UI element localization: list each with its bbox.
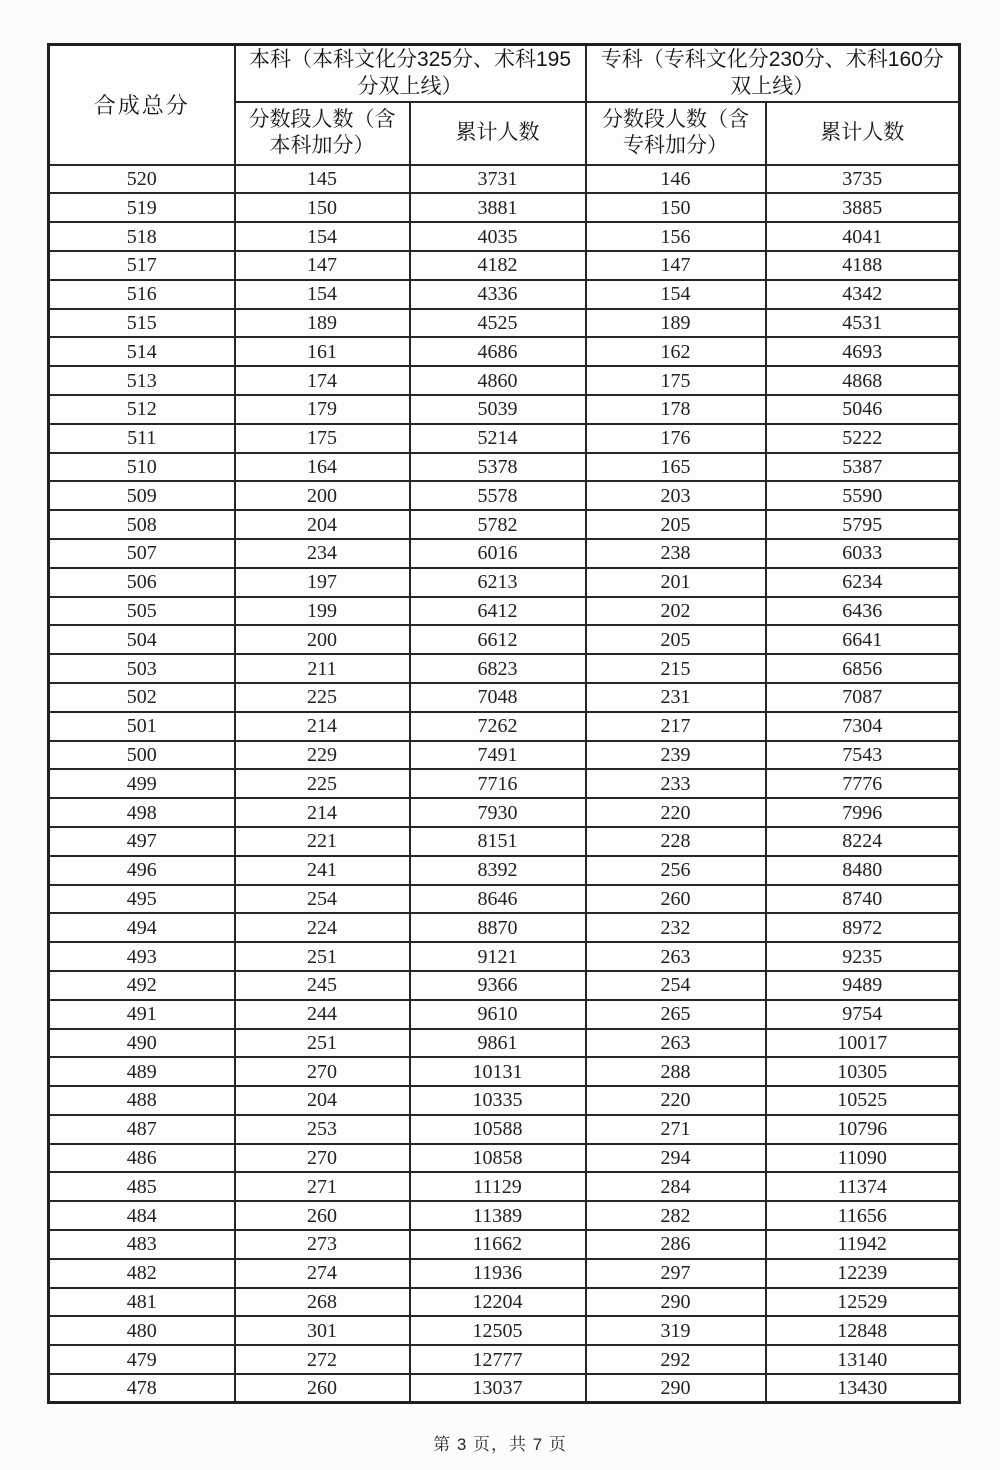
score-cell: 520 bbox=[49, 165, 235, 194]
score-cell: 512 bbox=[49, 395, 235, 424]
table-row bbox=[49, 337, 960, 366]
benke-seg-cell: 174 bbox=[235, 366, 410, 395]
zhuanke-cum-cell: 3735 bbox=[766, 165, 960, 194]
benke-cum-cell: 10335 bbox=[410, 1086, 586, 1115]
zhuanke-cum-cell: 5795 bbox=[766, 510, 960, 539]
zhuanke-cum-cell: 6033 bbox=[766, 539, 960, 568]
benke-seg-cell: 199 bbox=[235, 597, 410, 626]
zhuanke-seg-cell: 256 bbox=[586, 856, 766, 885]
zhuanke-seg-cell: 228 bbox=[586, 827, 766, 856]
benke-cum-cell: 10858 bbox=[410, 1144, 586, 1173]
zhuanke-seg-cell: 286 bbox=[586, 1230, 766, 1259]
benke-seg-cell: 150 bbox=[235, 193, 410, 222]
benke-seg-cell: 200 bbox=[235, 481, 410, 510]
score-cell: 497 bbox=[49, 827, 235, 856]
benke-seg-cell: 270 bbox=[235, 1144, 410, 1173]
zhuanke-seg-cell: 217 bbox=[586, 712, 766, 741]
table-row bbox=[49, 1172, 960, 1201]
table-row bbox=[49, 654, 960, 683]
benke-cum-cell: 11936 bbox=[410, 1259, 586, 1288]
score-cell: 488 bbox=[49, 1086, 235, 1115]
table-row bbox=[49, 856, 960, 885]
zhuanke-cum-cell: 7543 bbox=[766, 741, 960, 770]
score-cell: 495 bbox=[49, 885, 235, 914]
zhuanke-cum-cell: 10796 bbox=[766, 1115, 960, 1144]
benke-seg-header: 分数段人数（含本科加分） bbox=[235, 102, 410, 165]
zhuanke-cum-cell: 8224 bbox=[766, 827, 960, 856]
score-cell: 514 bbox=[49, 337, 235, 366]
zhuanke-cum-cell: 9754 bbox=[766, 1000, 960, 1029]
score-cell: 515 bbox=[49, 309, 235, 338]
score-column-header: 合成总分 bbox=[49, 45, 235, 165]
benke-cum-cell: 5578 bbox=[410, 481, 586, 510]
score-cell: 507 bbox=[49, 539, 235, 568]
score-cell: 493 bbox=[49, 942, 235, 971]
zhuanke-seg-cell: 260 bbox=[586, 885, 766, 914]
table-row bbox=[49, 1288, 960, 1317]
score-cell: 502 bbox=[49, 683, 235, 712]
zhuanke-seg-cell: 319 bbox=[586, 1316, 766, 1345]
zhuanke-cum-cell: 8972 bbox=[766, 913, 960, 942]
benke-cum-cell: 4035 bbox=[410, 222, 586, 251]
score-cell: 500 bbox=[49, 741, 235, 770]
benke-cum-cell: 12505 bbox=[410, 1316, 586, 1345]
table-row bbox=[49, 251, 960, 280]
benke-seg-cell: 154 bbox=[235, 222, 410, 251]
zhuanke-cum-cell: 5046 bbox=[766, 395, 960, 424]
benke-seg-cell: 189 bbox=[235, 309, 410, 338]
zhuanke-cum-cell: 4342 bbox=[766, 280, 960, 309]
benke-seg-cell: 200 bbox=[235, 625, 410, 654]
score-cell: 482 bbox=[49, 1259, 235, 1288]
benke-seg-cell: 254 bbox=[235, 885, 410, 914]
benke-seg-cell: 224 bbox=[235, 913, 410, 942]
benke-cum-cell: 9610 bbox=[410, 1000, 586, 1029]
benke-seg-cell: 251 bbox=[235, 942, 410, 971]
score-cell: 483 bbox=[49, 1230, 235, 1259]
zhuanke-seg-cell: 220 bbox=[586, 798, 766, 827]
zhuanke-seg-cell: 288 bbox=[586, 1057, 766, 1086]
zhuanke-cum-cell: 7304 bbox=[766, 712, 960, 741]
benke-seg-cell: 234 bbox=[235, 539, 410, 568]
zhuanke-seg-cell: 284 bbox=[586, 1172, 766, 1201]
zhuanke-seg-cell: 205 bbox=[586, 625, 766, 654]
benke-cum-cell: 8392 bbox=[410, 856, 586, 885]
benke-seg-cell: 221 bbox=[235, 827, 410, 856]
table-row bbox=[49, 568, 960, 597]
zhuanke-seg-cell: 292 bbox=[586, 1345, 766, 1374]
benke-seg-cell: 164 bbox=[235, 453, 410, 482]
zhuanke-seg-cell: 176 bbox=[586, 424, 766, 453]
table-row bbox=[49, 827, 960, 856]
benke-seg-cell: 260 bbox=[235, 1201, 410, 1230]
table-row bbox=[49, 309, 960, 338]
score-cell: 479 bbox=[49, 1345, 235, 1374]
table-row bbox=[49, 683, 960, 712]
zhuanke-seg-cell: 232 bbox=[586, 913, 766, 942]
zhuanke-seg-cell: 290 bbox=[586, 1288, 766, 1317]
zhuanke-cum-cell: 5590 bbox=[766, 481, 960, 510]
zhuanke-cum-header: 累计人数 bbox=[766, 102, 960, 165]
zhuanke-seg-cell: 233 bbox=[586, 769, 766, 798]
page-footer: 第 3 页，共 7 页 bbox=[433, 1435, 567, 1454]
table-row bbox=[49, 165, 960, 194]
score-cell: 491 bbox=[49, 1000, 235, 1029]
score-cell: 511 bbox=[49, 424, 235, 453]
zhuanke-seg-cell: 205 bbox=[586, 510, 766, 539]
zhuanke-cum-cell: 10017 bbox=[766, 1029, 960, 1058]
benke-group-header: 本科（本科文化分325分、术科195分双上线） bbox=[235, 45, 586, 102]
benke-seg-cell: 147 bbox=[235, 251, 410, 280]
benke-cum-cell: 11389 bbox=[410, 1201, 586, 1230]
score-table bbox=[47, 43, 961, 1404]
score-cell: 486 bbox=[49, 1144, 235, 1173]
benke-cum-cell: 4860 bbox=[410, 366, 586, 395]
zhuanke-cum-cell: 10525 bbox=[766, 1086, 960, 1115]
benke-seg-cell: 251 bbox=[235, 1029, 410, 1058]
benke-cum-cell: 9121 bbox=[410, 942, 586, 971]
score-cell: 508 bbox=[49, 510, 235, 539]
zhuanke-cum-cell: 10305 bbox=[766, 1057, 960, 1086]
benke-seg-cell: 253 bbox=[235, 1115, 410, 1144]
zhuanke-seg-cell: 146 bbox=[586, 165, 766, 194]
score-table-header bbox=[49, 45, 960, 165]
table-row bbox=[49, 1201, 960, 1230]
benke-cum-cell: 3881 bbox=[410, 193, 586, 222]
benke-cum-cell: 10588 bbox=[410, 1115, 586, 1144]
benke-cum-cell: 10131 bbox=[410, 1057, 586, 1086]
zhuanke-seg-cell: 162 bbox=[586, 337, 766, 366]
zhuanke-seg-cell: 203 bbox=[586, 481, 766, 510]
table-row bbox=[49, 510, 960, 539]
score-cell: 492 bbox=[49, 971, 235, 1000]
score-cell: 505 bbox=[49, 597, 235, 626]
benke-cum-cell: 6213 bbox=[410, 568, 586, 597]
table-row bbox=[49, 1086, 960, 1115]
zhuanke-cum-cell: 9489 bbox=[766, 971, 960, 1000]
table-row bbox=[49, 280, 960, 309]
table-row bbox=[49, 625, 960, 654]
benke-cum-cell: 11662 bbox=[410, 1230, 586, 1259]
zhuanke-cum-cell: 13140 bbox=[766, 1345, 960, 1374]
benke-cum-cell: 12777 bbox=[410, 1345, 586, 1374]
zhuanke-cum-cell: 7087 bbox=[766, 683, 960, 712]
benke-cum-cell: 4336 bbox=[410, 280, 586, 309]
benke-cum-cell: 4686 bbox=[410, 337, 586, 366]
zhuanke-cum-cell: 11374 bbox=[766, 1172, 960, 1201]
benke-cum-cell: 5039 bbox=[410, 395, 586, 424]
benke-cum-cell: 9861 bbox=[410, 1029, 586, 1058]
score-cell: 484 bbox=[49, 1201, 235, 1230]
zhuanke-seg-cell: 220 bbox=[586, 1086, 766, 1115]
benke-seg-cell: 268 bbox=[235, 1288, 410, 1317]
score-cell: 510 bbox=[49, 453, 235, 482]
table-row bbox=[49, 222, 960, 251]
benke-seg-cell: 197 bbox=[235, 568, 410, 597]
score-cell: 518 bbox=[49, 222, 235, 251]
score-cell: 503 bbox=[49, 654, 235, 683]
zhuanke-seg-cell: 202 bbox=[586, 597, 766, 626]
score-cell: 516 bbox=[49, 280, 235, 309]
score-cell: 478 bbox=[49, 1374, 235, 1403]
benke-cum-cell: 4182 bbox=[410, 251, 586, 280]
zhuanke-seg-cell: 165 bbox=[586, 453, 766, 482]
score-cell: 494 bbox=[49, 913, 235, 942]
benke-seg-cell: 260 bbox=[235, 1374, 410, 1403]
table-row bbox=[49, 712, 960, 741]
table-row bbox=[49, 1230, 960, 1259]
zhuanke-seg-cell: 290 bbox=[586, 1374, 766, 1403]
benke-seg-cell: 179 bbox=[235, 395, 410, 424]
zhuanke-cum-cell: 8740 bbox=[766, 885, 960, 914]
benke-cum-cell: 3731 bbox=[410, 165, 586, 194]
zhuanke-cum-cell: 6856 bbox=[766, 654, 960, 683]
table-row bbox=[49, 539, 960, 568]
zhuanke-seg-cell: 231 bbox=[586, 683, 766, 712]
zhuanke-cum-cell: 5387 bbox=[766, 453, 960, 482]
table-row bbox=[49, 395, 960, 424]
zhuanke-cum-cell: 4041 bbox=[766, 222, 960, 251]
zhuanke-cum-cell: 9235 bbox=[766, 942, 960, 971]
benke-seg-cell: 214 bbox=[235, 798, 410, 827]
benke-seg-cell: 145 bbox=[235, 165, 410, 194]
zhuanke-cum-cell: 6436 bbox=[766, 597, 960, 626]
score-cell: 499 bbox=[49, 769, 235, 798]
score-cell: 480 bbox=[49, 1316, 235, 1345]
score-cell: 490 bbox=[49, 1029, 235, 1058]
score-cell: 509 bbox=[49, 481, 235, 510]
zhuanke-seg-cell: 297 bbox=[586, 1259, 766, 1288]
benke-seg-cell: 154 bbox=[235, 280, 410, 309]
zhuanke-cum-cell: 8480 bbox=[766, 856, 960, 885]
table-row bbox=[49, 1316, 960, 1345]
benke-cum-cell: 6612 bbox=[410, 625, 586, 654]
zhuanke-seg-header: 分数段人数（含专科加分） bbox=[586, 102, 766, 165]
score-table-body bbox=[49, 165, 960, 1403]
benke-cum-cell: 4525 bbox=[410, 309, 586, 338]
benke-cum-cell: 7716 bbox=[410, 769, 586, 798]
zhuanke-seg-cell: 238 bbox=[586, 539, 766, 568]
benke-cum-cell: 6412 bbox=[410, 597, 586, 626]
table-row bbox=[49, 769, 960, 798]
benke-cum-cell: 12204 bbox=[410, 1288, 586, 1317]
benke-seg-cell: 161 bbox=[235, 337, 410, 366]
table-row bbox=[49, 741, 960, 770]
table-row bbox=[49, 913, 960, 942]
table-row bbox=[49, 798, 960, 827]
zhuanke-seg-cell: 147 bbox=[586, 251, 766, 280]
zhuanke-cum-cell: 12848 bbox=[766, 1316, 960, 1345]
zhuanke-cum-cell: 5222 bbox=[766, 424, 960, 453]
benke-cum-cell: 8870 bbox=[410, 913, 586, 942]
zhuanke-cum-cell: 7776 bbox=[766, 769, 960, 798]
benke-seg-cell: 225 bbox=[235, 683, 410, 712]
score-cell: 481 bbox=[49, 1288, 235, 1317]
table-row bbox=[49, 885, 960, 914]
benke-seg-cell: 270 bbox=[235, 1057, 410, 1086]
benke-seg-cell: 245 bbox=[235, 971, 410, 1000]
table-row bbox=[49, 1115, 960, 1144]
zhuanke-seg-cell: 178 bbox=[586, 395, 766, 424]
benke-cum-cell: 5214 bbox=[410, 424, 586, 453]
score-cell: 517 bbox=[49, 251, 235, 280]
benke-cum-cell: 7262 bbox=[410, 712, 586, 741]
benke-seg-cell: 241 bbox=[235, 856, 410, 885]
benke-seg-cell: 272 bbox=[235, 1345, 410, 1374]
zhuanke-cum-cell: 12239 bbox=[766, 1259, 960, 1288]
benke-cum-cell: 9366 bbox=[410, 971, 586, 1000]
table-row bbox=[49, 193, 960, 222]
benke-seg-cell: 204 bbox=[235, 1086, 410, 1115]
benke-seg-cell: 229 bbox=[235, 741, 410, 770]
score-cell: 506 bbox=[49, 568, 235, 597]
benke-cum-cell: 6823 bbox=[410, 654, 586, 683]
benke-seg-cell: 274 bbox=[235, 1259, 410, 1288]
zhuanke-cum-cell: 3885 bbox=[766, 193, 960, 222]
table-row bbox=[49, 1144, 960, 1173]
zhuanke-seg-cell: 271 bbox=[586, 1115, 766, 1144]
table-row bbox=[49, 366, 960, 395]
zhuanke-group-header: 专科（专科文化分230分、术科160分双上线） bbox=[586, 45, 960, 102]
zhuanke-cum-cell: 6234 bbox=[766, 568, 960, 597]
zhuanke-seg-cell: 254 bbox=[586, 971, 766, 1000]
table-row bbox=[49, 1259, 960, 1288]
score-cell: 496 bbox=[49, 856, 235, 885]
score-cell: 498 bbox=[49, 798, 235, 827]
zhuanke-cum-cell: 4531 bbox=[766, 309, 960, 338]
score-cell: 485 bbox=[49, 1172, 235, 1201]
benke-cum-cell: 8646 bbox=[410, 885, 586, 914]
benke-cum-cell: 7930 bbox=[410, 798, 586, 827]
benke-cum-cell: 5782 bbox=[410, 510, 586, 539]
benke-seg-cell: 175 bbox=[235, 424, 410, 453]
zhuanke-seg-cell: 150 bbox=[586, 193, 766, 222]
score-cell: 489 bbox=[49, 1057, 235, 1086]
header-group-row bbox=[49, 45, 960, 102]
zhuanke-cum-cell: 7996 bbox=[766, 798, 960, 827]
score-cell: 504 bbox=[49, 625, 235, 654]
benke-seg-cell: 273 bbox=[235, 1230, 410, 1259]
benke-seg-cell: 204 bbox=[235, 510, 410, 539]
benke-seg-cell: 271 bbox=[235, 1172, 410, 1201]
benke-cum-cell: 13037 bbox=[410, 1374, 586, 1403]
score-cell: 501 bbox=[49, 712, 235, 741]
zhuanke-seg-cell: 263 bbox=[586, 1029, 766, 1058]
table-row bbox=[49, 1057, 960, 1086]
zhuanke-cum-cell: 11656 bbox=[766, 1201, 960, 1230]
table-row bbox=[49, 1000, 960, 1029]
benke-seg-cell: 301 bbox=[235, 1316, 410, 1345]
score-cell: 487 bbox=[49, 1115, 235, 1144]
table-row bbox=[49, 481, 960, 510]
table-row bbox=[49, 453, 960, 482]
zhuanke-seg-cell: 263 bbox=[586, 942, 766, 971]
benke-cum-cell: 5378 bbox=[410, 453, 586, 482]
zhuanke-cum-cell: 4693 bbox=[766, 337, 960, 366]
zhuanke-seg-cell: 154 bbox=[586, 280, 766, 309]
zhuanke-cum-cell: 6641 bbox=[766, 625, 960, 654]
table-row bbox=[49, 1345, 960, 1374]
zhuanke-seg-cell: 265 bbox=[586, 1000, 766, 1029]
benke-seg-cell: 244 bbox=[235, 1000, 410, 1029]
benke-seg-cell: 214 bbox=[235, 712, 410, 741]
table-row bbox=[49, 942, 960, 971]
benke-cum-cell: 7491 bbox=[410, 741, 586, 770]
table-row bbox=[49, 424, 960, 453]
zhuanke-cum-cell: 12529 bbox=[766, 1288, 960, 1317]
zhuanke-cum-cell: 13430 bbox=[766, 1374, 960, 1403]
table-row bbox=[49, 1029, 960, 1058]
table-row bbox=[49, 1374, 960, 1403]
zhuanke-seg-cell: 294 bbox=[586, 1144, 766, 1173]
benke-cum-cell: 6016 bbox=[410, 539, 586, 568]
table-row bbox=[49, 597, 960, 626]
zhuanke-seg-cell: 215 bbox=[586, 654, 766, 683]
zhuanke-seg-cell: 239 bbox=[586, 741, 766, 770]
zhuanke-seg-cell: 175 bbox=[586, 366, 766, 395]
zhuanke-cum-cell: 4188 bbox=[766, 251, 960, 280]
zhuanke-seg-cell: 156 bbox=[586, 222, 766, 251]
zhuanke-cum-cell: 11942 bbox=[766, 1230, 960, 1259]
benke-seg-cell: 225 bbox=[235, 769, 410, 798]
zhuanke-seg-cell: 282 bbox=[586, 1201, 766, 1230]
zhuanke-cum-cell: 4868 bbox=[766, 366, 960, 395]
zhuanke-seg-cell: 189 bbox=[586, 309, 766, 338]
score-cell: 513 bbox=[49, 366, 235, 395]
table-row bbox=[49, 971, 960, 1000]
benke-cum-header: 累计人数 bbox=[410, 102, 586, 165]
benke-seg-cell: 211 bbox=[235, 654, 410, 683]
benke-cum-cell: 11129 bbox=[410, 1172, 586, 1201]
score-cell: 519 bbox=[49, 193, 235, 222]
zhuanke-cum-cell: 11090 bbox=[766, 1144, 960, 1173]
zhuanke-seg-cell: 201 bbox=[586, 568, 766, 597]
benke-cum-cell: 7048 bbox=[410, 683, 586, 712]
benke-cum-cell: 8151 bbox=[410, 827, 586, 856]
